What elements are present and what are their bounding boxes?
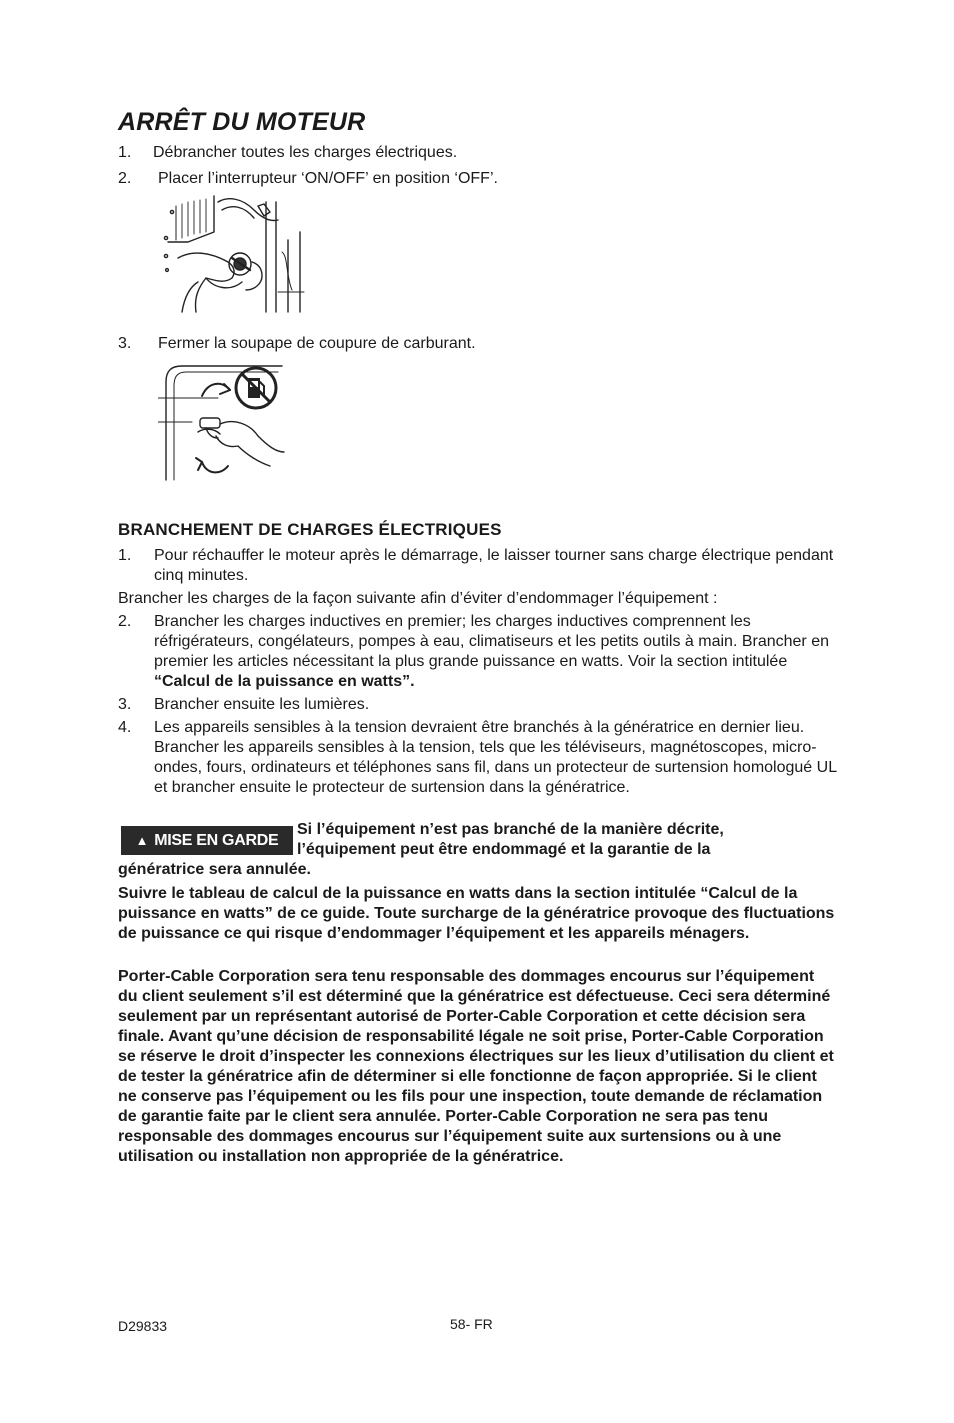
- step-number: 1.: [118, 144, 132, 161]
- wattage-paragraph: Suivre le tableau de calcul de la puissance en watts dans la section intitulée “Calcul de la puissance en watts” de ce guide. Toute surcharge de la génératrice provoque des fluctuations de puissance ce qui risque d’endommager l’équipement et les appareils ménagers.: [118, 885, 835, 942]
- connect-loads-list: [118, 546, 838, 798]
- intro-text: Brancher les charges de la façon suivante afin d’éviter d’endommager l’équipement :: [118, 590, 718, 607]
- liability-paragraph: Porter-Cable Corporation sera tenu responsable des dommages encourus sur l’équipement du client seulement s’il est déterminé que la génératrice est défectueuse. Ceci sera déterminé seulement par un représentant autorisé de Porter-Cable Corporation et cette décision sera finale. Avant qu’une décision de responsabilité légale ne soit prise, Porter-Cable Corporation se réserve le droit d’inspecter les connexions électriques sur les lieux d’utilisation du client et de tester la génératrice afin de déterminer si elle fonctionne de façon appropriée. Si le client ne conserve pas l’équipement ou les fils pour une inspection, toute demande de réclamation de garantie faite par le client sera annulée. Porter-Cable Corporation ne sera pas tenu responsable des dommages encourus sur l’équipement suite aux surtensions ou à une utilisation ou installation non appropriée de la génératrice.: [118, 968, 834, 1165]
- section-heading: BRANCHEMENT DE CHARGES ÉLECTRIQUES: [118, 520, 502, 539]
- switch-illustration: [158, 192, 306, 314]
- cross-reference: “Calcul de la puissance en watts”.: [154, 673, 415, 690]
- step-text: Placer l’interrupteur ‘ON/OFF’ en position ‘OFF’.: [158, 170, 498, 187]
- warning-triangle-icon: ▲: [135, 833, 149, 848]
- list-item: 2. Brancher les charges inductives en premier; les charges inductives comprennent les réfrigérateurs, congélateurs, pompes à eau, climatiseurs et les petits outils à main. Brancher en premier les articles nécessitant la plus grande puissance en watts. Voir la section intitulée “Calcul de la puissance en watts”.: [118, 613, 829, 690]
- page-title: ARRÊT DU MOTEUR: [118, 108, 366, 136]
- warning-badge: ▲ MISE EN GARDE: [121, 826, 293, 855]
- turn-arrow-bottom: [202, 462, 228, 472]
- valve-handle: [200, 418, 220, 428]
- warning-text: Si l’équipement n’est pas branché de la manière décrite, l’équipement peut être endommagé et la garantie de la: [297, 821, 724, 858]
- step-number: 3.: [118, 335, 132, 352]
- step-text: Fermer la soupape de coupure de carburant.: [158, 335, 476, 352]
- hand: [178, 253, 234, 312]
- page-number: 58- FR: [450, 1316, 493, 1332]
- panel-edge: [168, 196, 214, 242]
- fuel-valve-illustration: [158, 362, 286, 482]
- warning-text-continued: génératrice sera annulée.: [118, 861, 311, 878]
- step-number: 2.: [118, 170, 132, 187]
- list-item: 1. Pour réchauffer le moteur après le démarrage, le laisser tourner sans charge électrique pendant cinq minutes.: [118, 547, 834, 584]
- step-text: Débrancher toutes les charges électriques.: [153, 144, 458, 161]
- list-item: 4. Les appareils sensibles à la tension devraient être branchés à la génératrice en dernier lieu. Brancher les appareils sensibles à la tension, tels que les téléviseurs, magnétoscopes, micro-ondes, fours, ordinateurs et téléphones sans fil, dans un protecteur de surtension homologué UL et brancher ensuite le protecteur de surtension dans la génératrice.: [118, 719, 837, 796]
- no-fuel-icon: [236, 368, 276, 408]
- list-item: 3. Brancher ensuite les lumières.: [118, 696, 370, 713]
- hand: [220, 422, 284, 452]
- document-code: D29833: [118, 1318, 168, 1334]
